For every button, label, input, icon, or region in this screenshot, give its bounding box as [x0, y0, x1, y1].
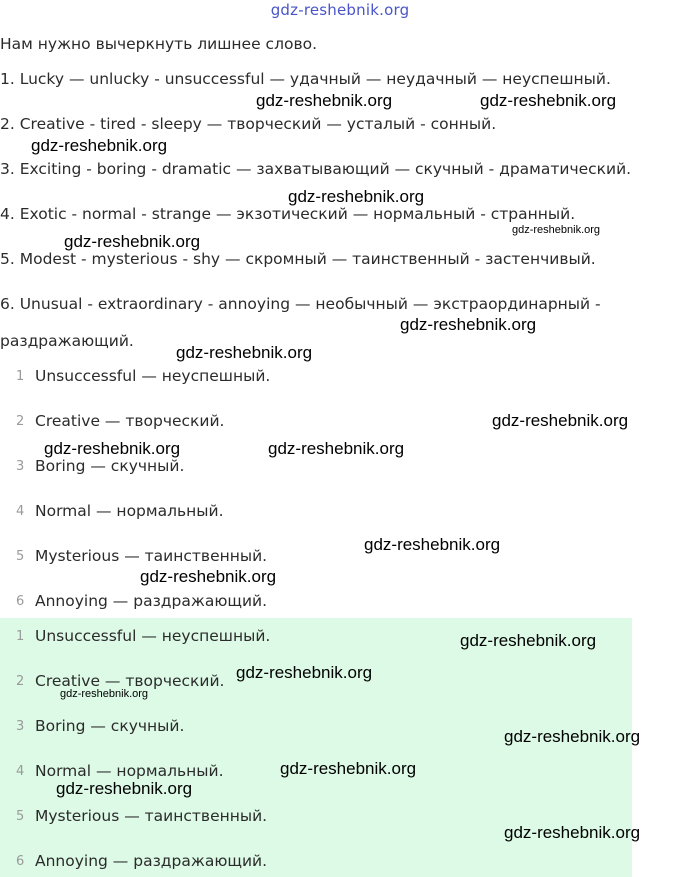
watermark: gdz-reshebnik.org	[364, 535, 501, 554]
exercise-line-6: 6. Unusual - extraordinary - annoying — необычный — экстраординарный -	[0, 295, 601, 313]
answer-item: Annoying — раздражающий.	[35, 592, 268, 610]
exercise-line-2: 2. Creative - tired - sleepy — творческий — усталый - сонный.	[0, 115, 497, 133]
watermark: gdz-reshebnik.org	[492, 411, 629, 430]
answer-number: 5	[16, 549, 25, 564]
watermark: gdz-reshebnik.org	[256, 91, 393, 110]
watermark: gdz-reshebnik.org	[480, 91, 617, 110]
highlighted-answer-item: Normal — нормальный.	[35, 762, 224, 780]
answer-item: Creative — творческий.	[35, 412, 225, 430]
watermark: gdz-reshebnik.org	[44, 439, 181, 458]
watermark: gdz-reshebnik.org	[504, 823, 641, 842]
answer-number: 2	[16, 414, 25, 429]
exercise-line-3: 3. Exciting - boring - dramatic — захватывающий — скучный - драматический.	[0, 160, 632, 178]
highlighted-answer-item: Boring — скучный.	[35, 717, 185, 735]
watermark: gdz-reshebnik.org	[60, 688, 149, 700]
header-watermark: gdz-reshebnik.org	[270, 1, 410, 19]
highlighted-answer-item: Mysterious — таинственный.	[35, 807, 268, 825]
watermark: gdz-reshebnik.org	[31, 136, 168, 155]
watermark: gdz-reshebnik.org	[512, 224, 601, 236]
highlighted-answer-number: 3	[16, 719, 25, 734]
answer-item: Boring — скучный.	[35, 457, 185, 475]
answer-number: 6	[16, 594, 25, 609]
watermark: gdz-reshebnik.org	[504, 727, 641, 746]
answer-number: 1	[16, 369, 25, 384]
highlighted-answer-number: 5	[16, 809, 25, 824]
answer-item: Normal — нормальный.	[35, 502, 224, 520]
watermark: gdz-reshebnik.org	[400, 315, 537, 334]
highlighted-answer-number: 1	[16, 629, 25, 644]
watermark: gdz-reshebnik.org	[176, 343, 313, 362]
answer-item: Mysterious — таинственный.	[35, 547, 268, 565]
watermark: gdz-reshebnik.org	[280, 759, 417, 778]
watermark: gdz-reshebnik.org	[268, 439, 405, 458]
watermark: gdz-reshebnik.org	[288, 187, 425, 206]
highlighted-answer-item: Unsuccessful — неуспешный.	[35, 627, 271, 645]
watermark: gdz-reshebnik.org	[140, 567, 277, 586]
watermark: gdz-reshebnik.org	[236, 663, 373, 682]
exercise-line-1: 1. Lucky — unlucky - unsuccessful — удачный — неудачный — неуспешный.	[0, 70, 611, 88]
exercise-line-4: 4. Exotic - normal - strange — экзотический — нормальный - странный.	[0, 205, 576, 223]
answer-item: Unsuccessful — неуспешный.	[35, 367, 271, 385]
exercise-line-5: 5. Modest - mysterious - shy — скромный — таинственный - застенчивый.	[0, 250, 596, 268]
highlighted-answer-number: 4	[16, 764, 25, 779]
highlighted-answer-number: 6	[16, 854, 25, 869]
answer-number: 4	[16, 504, 25, 519]
highlighted-answer-number: 2	[16, 674, 25, 689]
watermark: gdz-reshebnik.org	[56, 779, 193, 798]
exercise-line-6-continued: раздражающий.	[0, 332, 134, 350]
intro-text: Нам нужно вычеркнуть лишнее слово.	[0, 35, 318, 53]
highlighted-answer-item: Annoying — раздражающий.	[35, 852, 268, 870]
watermark: gdz-reshebnik.org	[460, 631, 597, 650]
answer-number: 3	[16, 459, 25, 474]
highlighted-answer-item: Creative — творческий.	[35, 672, 225, 690]
watermark: gdz-reshebnik.org	[64, 232, 201, 251]
